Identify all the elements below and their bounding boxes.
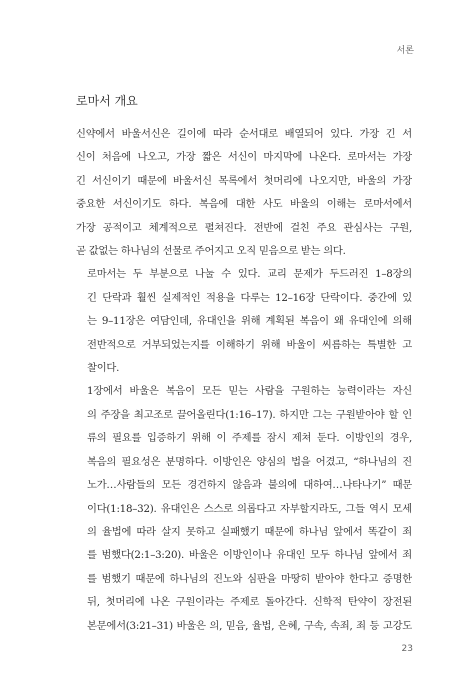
text-line: 찰이다.	[87, 362, 120, 375]
text-line: 의 율법에 따라 살지 못하고 실패했기 때문에 하나님 앞에서 똑같이 죄	[87, 525, 412, 538]
page-number: 23	[401, 644, 413, 654]
text-line: 본문에서(3:21–31) 바울은 의, 믿음, 율법, 은혜, 구속, 속죄, 죄 등 고강도	[87, 619, 412, 632]
paragraph	[76, 263, 412, 380]
text-line: 긴 단락과 훨씬 실제적인 적용을 다루는 12–16장 단락이다. 중간에 있	[87, 291, 412, 304]
paragraph	[76, 380, 412, 637]
text-line: 는 9–11장은 여담인데, 유대인을 위해 계획된 복음이 왜 유대인에 의해	[87, 315, 412, 328]
text-line: 신이 처음에 나오고, 가장 짧은 서신이 마지막에 나온다. 로마서는 가장	[76, 151, 412, 164]
paragraph	[76, 123, 412, 263]
text-line: 중요한 서신이기도 하다. 복음에 대한 사도 바울의 이해는 로마서에서	[76, 198, 412, 211]
section-title: 로마서 개요	[76, 94, 138, 108]
text-line: 를 범했기 때문에 하나님의 진노와 심판을 마땅히 받아야 한다고 증명한	[87, 572, 412, 585]
text-line: 노가…사람들의 모든 경건하지 않음과 불의에 대하여…나타나기” 때문	[87, 479, 412, 492]
text-line: 로마서는 두 부분으로 나눌 수 있다. 교리 문제가 두드러진 1–8장의	[87, 268, 412, 281]
text-line: 곧 값없는 하나님의 선물로 주어지고 오직 믿음으로 받는 의다.	[76, 245, 346, 258]
text-line: 를 범했다(2:1–3:20). 바울은 이방인이나 유대인 모두 하나님 앞에서 죄	[87, 549, 412, 562]
text-line: 뒤, 첫머리에 나온 구원이라는 주제로 돌아간다. 신학적 탄약이 장전된	[87, 596, 412, 609]
text-line: 복음의 필요성은 분명하다. 이방인은 양심의 법을 어겼고, “하나님의 진	[87, 455, 412, 468]
text-line: 신약에서 바울서신은 길이에 따라 순서대로 배열되어 있다. 가장 긴 서	[76, 128, 412, 140]
text-line: 이다(1:18–32). 유대인은 스스로 의롭다고 자부할지라도, 그들 역시 모세	[87, 502, 412, 515]
text-line: 긴 서신이기 때문에 바울서신 목록에서 첫머리에 나오지만, 바울의 가장	[76, 174, 412, 187]
text-line: 전반적으로 거부되었는지를 이해하기 위해 바울이 씨름하는 특별한 고	[87, 338, 412, 351]
text-line: 1장에서 바울은 복음이 모든 믿는 사람을 구원하는 능력이라는 자신	[87, 385, 412, 398]
body-text	[76, 123, 412, 638]
text-line: 의 주장을 최고조로 끌어올린다(1:16–17). 하지만 그는 구원받아야 할 인	[87, 408, 412, 421]
text-line: 가장 공적이고 체계적으로 펼쳐진다. 전반에 걸친 주요 관심사는 구원,	[76, 221, 412, 234]
running-head: 서론	[396, 46, 414, 56]
text-line: 류의 필요를 입증하기 위해 이 주제를 잠시 제쳐 둔다. 이방인의 경우,	[87, 432, 412, 445]
